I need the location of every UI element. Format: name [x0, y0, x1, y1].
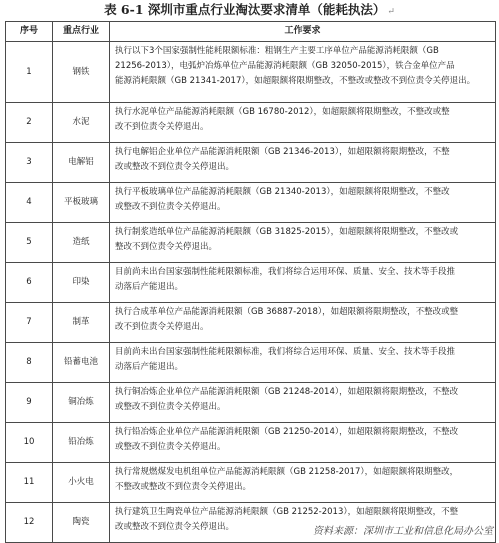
row-requirement — [110, 463, 496, 503]
header-industry: 重点行业 — [53, 22, 110, 42]
row-industry: 制革 — [53, 303, 110, 343]
row-industry: 造纸 — [53, 223, 110, 263]
requirements-table — [5, 21, 496, 543]
requirement-line: 整改不到位责令关停退出。 — [115, 242, 218, 252]
row-requirement — [110, 42, 496, 103]
source-note: 资料来源：深圳市工业和信息化局办公室 — [313, 526, 493, 537]
row-industry: 印染 — [53, 263, 110, 303]
table-title-text: 表 6-1 深圳市重点行业淘汰要求清单（能耗执法） — [104, 2, 386, 17]
requirement-line: 执行平板玻璃单位产品能源消耗限额（GB 21340-2013），如超限额将限期整改，不整改 — [115, 187, 450, 197]
paragraph-mark-icon: ↵ — [387, 7, 395, 17]
requirement-line: 执行制浆造纸单位产品能源消耗限额（GB 31825-2015），如超限额将限期整改，不整改或 — [115, 227, 459, 237]
requirement-line: 改或整改不到位责令关停退出。 — [115, 162, 235, 172]
requirement-line: 目前尚未出台国家强制性能耗限额标准，我们将综合运用环保、质量、安全、技术等手段推 — [115, 347, 456, 357]
row-industry: 小火电 — [53, 463, 110, 503]
row-requirement — [110, 223, 496, 263]
requirement-line: 或整改不到位责令关停退出。 — [115, 202, 226, 212]
row-industry: 钢铁 — [53, 42, 110, 103]
requirement-line: 改或整改不到位责令关停退出。 — [115, 522, 235, 532]
table-row — [6, 263, 496, 303]
requirement-line: 执行以下3个国家强制性能耗限额标准：粗钢生产主要工序单位产品能源消耗限额（GB — [115, 46, 439, 56]
requirement-line: 执行电解铝企业单位产品能源消耗限额（GB 21346-2013），如超限额将限期整改，不整 — [115, 147, 450, 157]
row-seq: 5 — [6, 223, 53, 263]
row-industry: 水泥 — [53, 103, 110, 143]
table-title — [0, 2, 499, 20]
requirement-line: 执行铜冶炼企业单位产品能源消耗限额（GB 21248-2014），如超限额将限期整改，不整改 — [115, 387, 459, 397]
row-seq: 9 — [6, 383, 53, 423]
requirement-line: 目前尚未出台国家强制性能耗限额标准，我们将综合运用环保、质量、安全、技术等手段推 — [115, 267, 456, 277]
row-industry: 电解铝 — [53, 143, 110, 183]
row-industry: 平板玻璃 — [53, 183, 110, 223]
header-requirement: 工作要求 — [110, 22, 496, 42]
requirement-line: 动落后产能退出。 — [115, 282, 184, 292]
row-requirement — [110, 183, 496, 223]
table-row — [6, 103, 496, 143]
row-seq: 6 — [6, 263, 53, 303]
requirement-line: 不整改或整改不到位责令关停退出。 — [115, 482, 252, 492]
row-seq: 12 — [6, 503, 53, 543]
row-seq: 11 — [6, 463, 53, 503]
requirement-line: 执行合成革单位产品能源消耗限额（GB 36887-2018），如超限额将限期整改，不整改或整 — [115, 307, 459, 317]
row-industry: 铅冶炼 — [53, 423, 110, 463]
table-row — [6, 183, 496, 223]
table-row — [6, 423, 496, 463]
requirement-line: 或整改不到位责令关停退出。 — [115, 442, 226, 452]
table-row — [6, 303, 496, 343]
row-industry: 陶瓷 — [53, 503, 110, 543]
row-seq: 7 — [6, 303, 53, 343]
row-industry: 铅蓄电池 — [53, 343, 110, 383]
table-row — [6, 383, 496, 423]
table-row — [6, 223, 496, 263]
row-seq: 2 — [6, 103, 53, 143]
requirement-line: 21256-2013），电弧炉冶炼单位产品能源消耗限额（GB 32050-2015），铁合金单位产品 — [115, 61, 455, 71]
row-seq: 4 — [6, 183, 53, 223]
row-requirement — [110, 143, 496, 183]
row-seq: 8 — [6, 343, 53, 383]
requirement-line: 执行铅冶炼企业单位产品能源消耗限额（GB 21250-2014），如超限额将限期整改，不整改 — [115, 427, 459, 437]
requirement-line: 执行建筑卫生陶瓷单位产品能源消耗限额（GB 21252-2013），如超限额将限期整改，不整 — [115, 507, 459, 517]
table-header-row — [6, 22, 496, 42]
table-row — [6, 343, 496, 383]
row-industry: 铜冶炼 — [53, 383, 110, 423]
requirement-line: 执行常规燃煤发电机组单位产品能源消耗限额（GB 21258-2017），如超限额将限期整改， — [115, 467, 459, 477]
row-seq: 10 — [6, 423, 53, 463]
row-requirement — [110, 383, 496, 423]
requirement-line: 动落后产能退出。 — [115, 362, 184, 372]
table-row — [6, 463, 496, 503]
row-requirement — [110, 103, 496, 143]
requirement-line: 或整改不到位责令关停退出。 — [115, 402, 226, 412]
requirement-line: 改不到位责令关停退出。 — [115, 122, 209, 132]
row-seq: 1 — [6, 42, 53, 103]
table-row — [6, 42, 496, 103]
header-seq: 序号 — [6, 22, 53, 42]
table-row — [6, 143, 496, 183]
row-requirement — [110, 423, 496, 463]
requirement-line: 能源消耗限额（GB 21341-2017），如超限额将限期整改，不整改或整改不到位责令关停退出。 — [115, 76, 476, 86]
row-requirement — [110, 263, 496, 303]
requirement-line: 执行水泥单位产品能源消耗限额（GB 16780-2012），如超限额将限期整改，不整改或整 — [115, 107, 450, 117]
row-requirement — [110, 303, 496, 343]
row-requirement — [110, 343, 496, 383]
requirement-line: 改不到位责令关停退出。 — [115, 322, 209, 332]
row-seq: 3 — [6, 143, 53, 183]
